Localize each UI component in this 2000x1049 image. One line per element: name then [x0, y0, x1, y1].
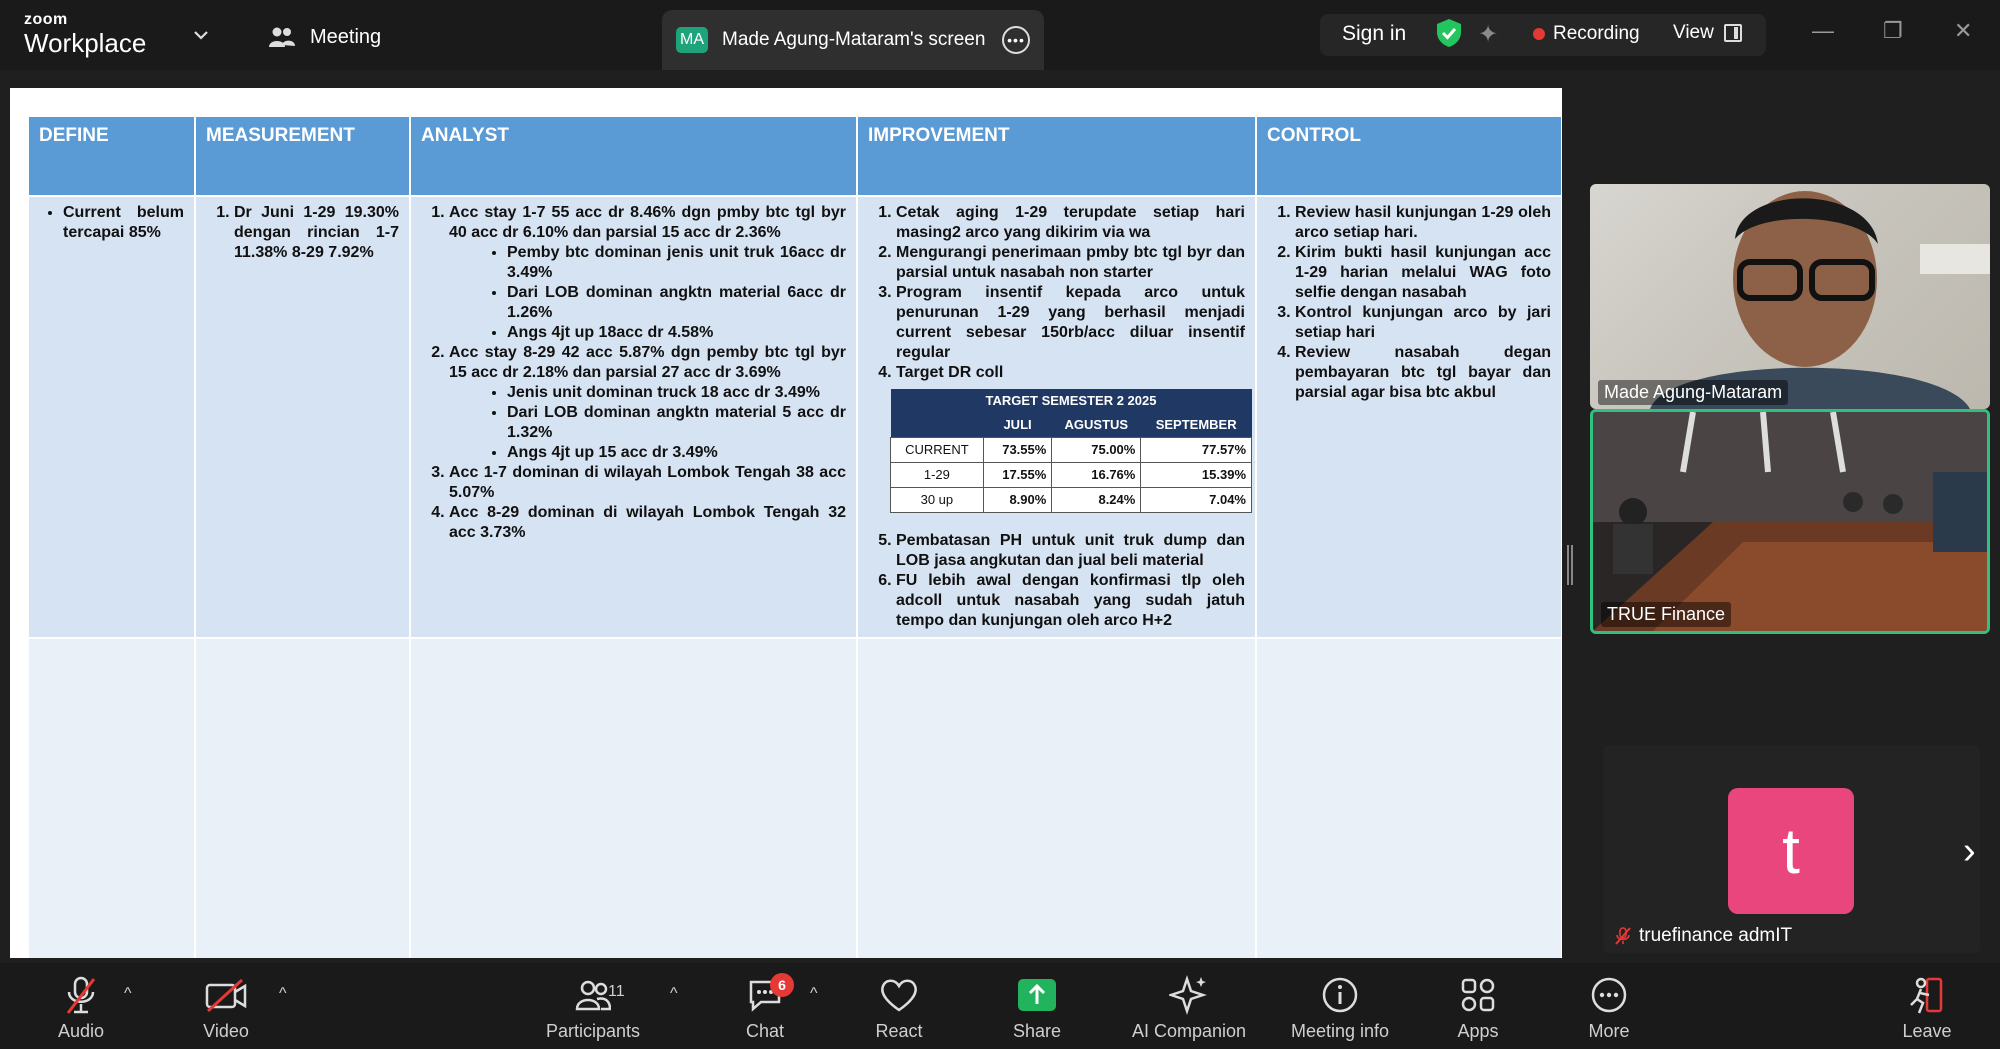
chat-unread-badge: 6 — [770, 973, 794, 997]
control-item: 2. Kirim bukti hasil kunjungan acc 1-29 harian melalui WAG foto selfie dengan nasabah — [1295, 243, 1551, 303]
shield-check-icon[interactable] — [1436, 18, 1462, 48]
share-label: Share — [1012, 1021, 1062, 1041]
chat-button[interactable] — [700, 971, 830, 1042]
meeting-toolbar — [0, 963, 2000, 1049]
target-table-title: TARGET SEMESTER 2 2025 — [891, 389, 1252, 413]
video-button[interactable] — [161, 971, 291, 1042]
define-item: • Current belum tercapai 85% — [63, 203, 184, 243]
more-icon — [1590, 976, 1628, 1014]
improvement-item: 1. Cetak aging 1-29 terupdate setiap hari masing2 arco yang dikirim via wa — [896, 203, 1245, 243]
analyst-subitem: • Angs 4jt up 18acc dr 4.58% — [507, 323, 846, 343]
target-row-label: 30 up — [891, 488, 984, 513]
heart-icon — [879, 977, 919, 1013]
next-page-arrow-icon[interactable]: › — [1963, 830, 1976, 872]
analyst-cell — [410, 196, 857, 638]
meeting-menu[interactable] — [268, 22, 381, 52]
target-row — [891, 463, 1252, 488]
more-options-icon[interactable]: ••• — [1002, 26, 1030, 54]
empty-cell — [410, 638, 857, 958]
empty-cell — [1256, 638, 1562, 958]
zoom-workplace-logo[interactable] — [24, 12, 146, 56]
improvement-item: 4. Target DR coll — [896, 363, 1245, 383]
dmaic-table — [29, 117, 1562, 958]
target-row — [891, 438, 1252, 463]
header-analyst: ANALYST — [410, 117, 857, 196]
target-cell: 8.24% — [1052, 488, 1141, 513]
recording-indicator[interactable] — [1533, 23, 1640, 45]
target-cell: 16.76% — [1052, 463, 1141, 488]
participant-avatar: t — [1728, 788, 1854, 914]
meeting-label: Meeting — [310, 25, 382, 48]
chat-options-caret-icon[interactable]: ^ — [810, 985, 818, 1002]
leave-label: Leave — [1902, 1021, 1952, 1041]
control-cell — [1256, 196, 1562, 638]
control-item: 4. Review nasabah degan pembayaran btc tgl bayar dan parsial agar bisa btc akbul — [1295, 343, 1551, 403]
participant-video — [1593, 412, 1987, 631]
target-dr-table — [890, 389, 1252, 513]
analyst-subitem: • Dari LOB dominan angktn material 6acc dr 1.26% — [507, 283, 846, 323]
participant-video — [1590, 184, 1990, 409]
video-tile-true-finance[interactable] — [1590, 409, 1990, 634]
react-label: React — [875, 1021, 923, 1041]
meeting-info-button[interactable] — [1272, 971, 1408, 1042]
title-bar — [0, 0, 2000, 70]
improvement-item: 2. Mengurangi penerimaan pmby btc tgl byr dan parsial untuk nasabah non starter — [896, 243, 1245, 283]
target-cell: 7.04% — [1141, 488, 1252, 513]
define-cell — [29, 196, 195, 638]
target-col-empty — [891, 413, 984, 438]
view-label: View — [1673, 22, 1714, 43]
muted-mic-icon — [64, 975, 98, 1015]
chevron-down-icon[interactable] — [190, 24, 212, 46]
improvement-item: 5. Pembatasan PH untuk unit truk dump dan LOB jasa angkutan dan jual beli material — [896, 531, 1245, 571]
target-cell: 17.55% — [983, 463, 1052, 488]
measurement-cell — [195, 196, 410, 638]
header-improvement: IMPROVEMENT — [857, 117, 1256, 196]
video-tile-truefinance-admit[interactable] — [1603, 745, 1980, 953]
minimize-icon[interactable]: — — [1812, 18, 1834, 43]
empty-cell — [29, 638, 195, 958]
analyst-item: 3. Acc 1-7 dominan di wilayah Lombok Tengah 38 acc 5.07% — [449, 463, 846, 503]
more-label: More — [1588, 1021, 1630, 1041]
video-tile-made-agung[interactable] — [1590, 184, 1990, 409]
sharer-avatar: MA — [676, 27, 708, 53]
more-button[interactable] — [1544, 971, 1674, 1042]
apps-label: Apps — [1457, 1021, 1499, 1041]
chat-label: Chat — [745, 1021, 785, 1041]
participant-name: TRUE Finance — [1601, 602, 1731, 627]
analyst-item-text: Acc stay 8-29 42 acc 5.87% dgn pemby btc tgl byr 15 acc dr 2.18% dan parsial 27 acc dr 3.69% — [449, 344, 846, 381]
people-icon — [268, 25, 296, 49]
leave-icon — [1907, 975, 1947, 1015]
video-label: Video — [203, 1021, 249, 1041]
target-cell: 75.00% — [1052, 438, 1141, 463]
participant-name-row — [1615, 925, 1792, 947]
info-icon — [1321, 976, 1359, 1014]
participant-name: truefinance admIT — [1639, 925, 1793, 946]
analyst-subitem: • Jenis unit dominan truck 18 acc dr 3.49% — [507, 383, 846, 403]
ai-companion-icon — [1169, 975, 1209, 1015]
muted-mic-icon — [1615, 927, 1631, 945]
control-item: 3. Kontrol kunjungan arco by jari setiap hari — [1295, 303, 1551, 343]
audio-button[interactable] — [16, 971, 146, 1042]
improvement-cell — [857, 196, 1256, 638]
restore-icon[interactable]: ❐ — [1883, 18, 1903, 43]
header-define: DEFINE — [29, 117, 195, 196]
analyst-subitem: • Dari LOB dominan angktn material 5 acc dr 1.32% — [507, 403, 846, 443]
ai-companion-button[interactable] — [1112, 971, 1266, 1042]
video-options-caret-icon[interactable]: ^ — [279, 985, 287, 1002]
audio-options-caret-icon[interactable]: ^ — [124, 985, 132, 1002]
leave-button[interactable] — [1862, 971, 1992, 1042]
analyst-item — [449, 203, 846, 343]
target-cell: 77.57% — [1141, 438, 1252, 463]
empty-cell — [857, 638, 1256, 958]
logo-workplace-text: Workplace — [24, 28, 147, 58]
improvement-item: 6. FU lebih awal dengan konfirmasi tlp oleh adcoll untuk nasabah yang sudah jatuh tempo dan kunjungan oleh arco H+2 — [896, 571, 1245, 631]
analyst-item: 4. Acc 8-29 dominan di wilayah Lombok Tengah 32 acc 3.73% — [449, 503, 846, 543]
ai-sparkle-icon[interactable]: ✦ — [1478, 21, 1499, 48]
ai-companion-label: AI Companion — [1131, 1021, 1247, 1041]
target-col-header: AGUSTUS — [1052, 413, 1141, 438]
participant-name: Made Agung-Mataram — [1598, 380, 1788, 405]
panel-resize-handle[interactable] — [1567, 545, 1573, 585]
analyst-subitem: • Angs 4jt up 15 acc dr 3.49% — [507, 443, 846, 463]
target-cell: 15.39% — [1141, 463, 1252, 488]
view-layout-icon — [1724, 24, 1742, 42]
analyst-subitem: • Pemby btc dominan jenis unit truk 16acc dr 3.49% — [507, 243, 846, 283]
share-button[interactable] — [972, 971, 1102, 1042]
react-button[interactable] — [834, 971, 964, 1042]
audio-label: Audio — [57, 1021, 105, 1041]
meeting-info-label: Meeting info — [1290, 1021, 1390, 1041]
shared-screen-tab[interactable] — [662, 10, 1044, 70]
control-item: 1. Review hasil kunjungan 1-29 oleh arco setiap hari. — [1295, 203, 1551, 243]
target-row — [891, 488, 1252, 513]
target-col-header: JULI — [983, 413, 1052, 438]
shared-screen-content — [10, 88, 1562, 958]
header-control: CONTROL — [1256, 117, 1562, 196]
analyst-item — [449, 343, 846, 463]
share-screen-icon — [1018, 979, 1056, 1011]
logo-zoom-text: zoom — [24, 11, 68, 28]
target-row-label: CURRENT — [891, 438, 984, 463]
participants-button[interactable] — [528, 971, 658, 1042]
analyst-item-text: Acc stay 1-7 55 acc dr 8.46% dgn pmby btc tgl byr 40 acc dr 6.10% dan parsial 15 acc dr 2.36% — [449, 204, 846, 241]
target-col-header: SEPTEMBER — [1141, 413, 1252, 438]
recording-label: Recording — [1553, 23, 1640, 44]
view-button[interactable] — [1673, 22, 1742, 44]
measurement-item: 1. Dr Juni 1-29 19.30% dengan rincian 1-7 11.38% 8-29 7.92% — [234, 203, 399, 263]
shared-screen-label: Made Agung-Mataram's screen — [722, 29, 986, 50]
target-cell: 73.55% — [983, 438, 1052, 463]
improvement-item: 3. Program insentif kepada arco untuk penurunan 1-29 yang berhasil menjadi current sebesar 150rb/acc diluar insentif regular — [896, 283, 1245, 363]
empty-cell — [195, 638, 410, 958]
participants-count: 11 — [608, 983, 625, 1000]
participants-icon — [575, 979, 611, 1011]
target-row-label: 1-29 — [891, 463, 984, 488]
recording-dot-icon — [1533, 28, 1545, 40]
close-icon[interactable]: ✕ — [1954, 18, 1973, 43]
sign-in-link[interactable]: Sign in — [1342, 22, 1407, 45]
video-off-icon — [204, 978, 248, 1012]
participants-options-caret-icon[interactable]: ^ — [670, 985, 678, 1002]
apps-button[interactable] — [1413, 971, 1543, 1042]
apps-icon — [1459, 976, 1497, 1014]
participants-label: Participants — [545, 1021, 641, 1041]
target-cell: 8.90% — [983, 488, 1052, 513]
header-measurement: MEASUREMENT — [195, 117, 410, 196]
